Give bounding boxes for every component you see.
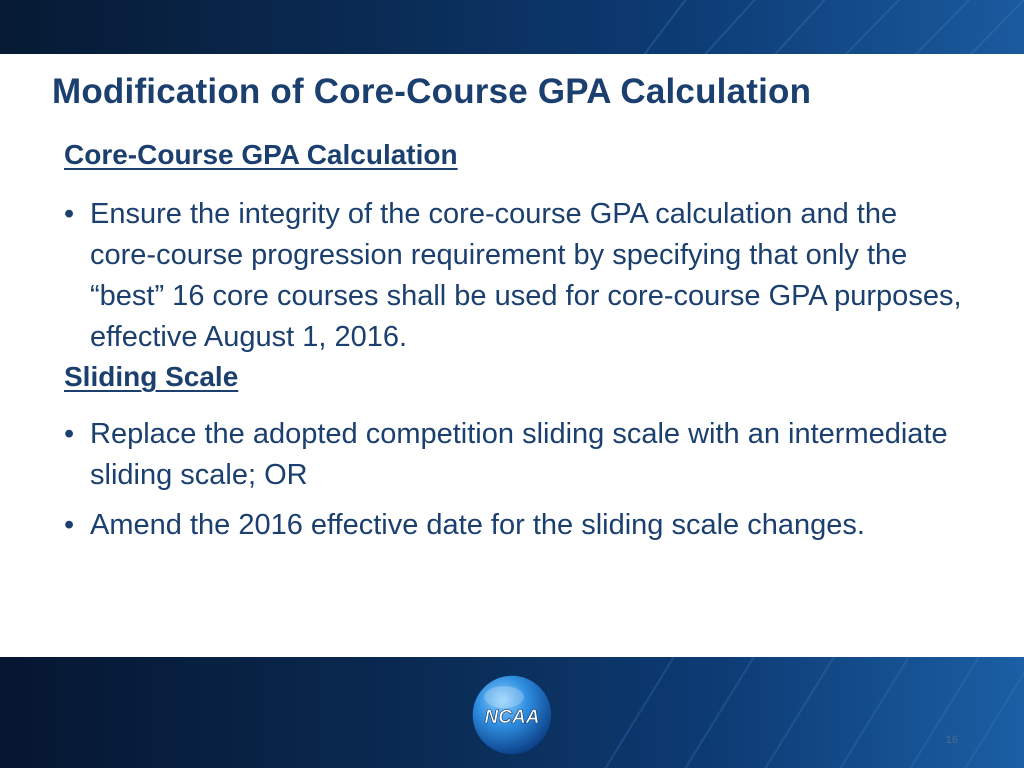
bullet-icon: • [64,198,75,230]
bullet-text: Replace the adopted competition sliding scale with an intermediate sliding scale; OR [90,418,948,491]
section-heading: Sliding Scale [64,361,239,392]
slide-title: Modification of Core-Course GPA Calculation [52,72,812,111]
bullet-list [64,194,964,358]
top-banner [0,0,1024,54]
slide-content [64,138,964,546]
page-number: 16 [945,734,958,746]
bottom-banner [0,657,1024,768]
bullet-text: Amend the 2016 effective date for the sliding scale changes. [90,509,865,541]
bullet-text: Ensure the integrity of the core-course GPA calculation and the core-course progression requirement by specifying that only the “best” 16 core courses shall be used for core-course GPA purposes, effective August 1, 2016. [90,198,962,353]
section-sliding-scale [64,360,964,546]
ncaa-logo-icon [470,673,554,757]
bullet-item [64,505,964,546]
section-heading: Core-Course GPA Calculation [64,139,458,170]
bullet-icon: • [64,418,75,450]
banner-streaks [0,0,1024,54]
bullet-item [64,414,964,496]
bullet-icon: • [64,509,75,541]
bullet-list [64,414,964,546]
section-core-course-gpa [64,138,964,358]
bullet-item [64,194,964,358]
logo-wordmark: NCAA [484,707,540,728]
